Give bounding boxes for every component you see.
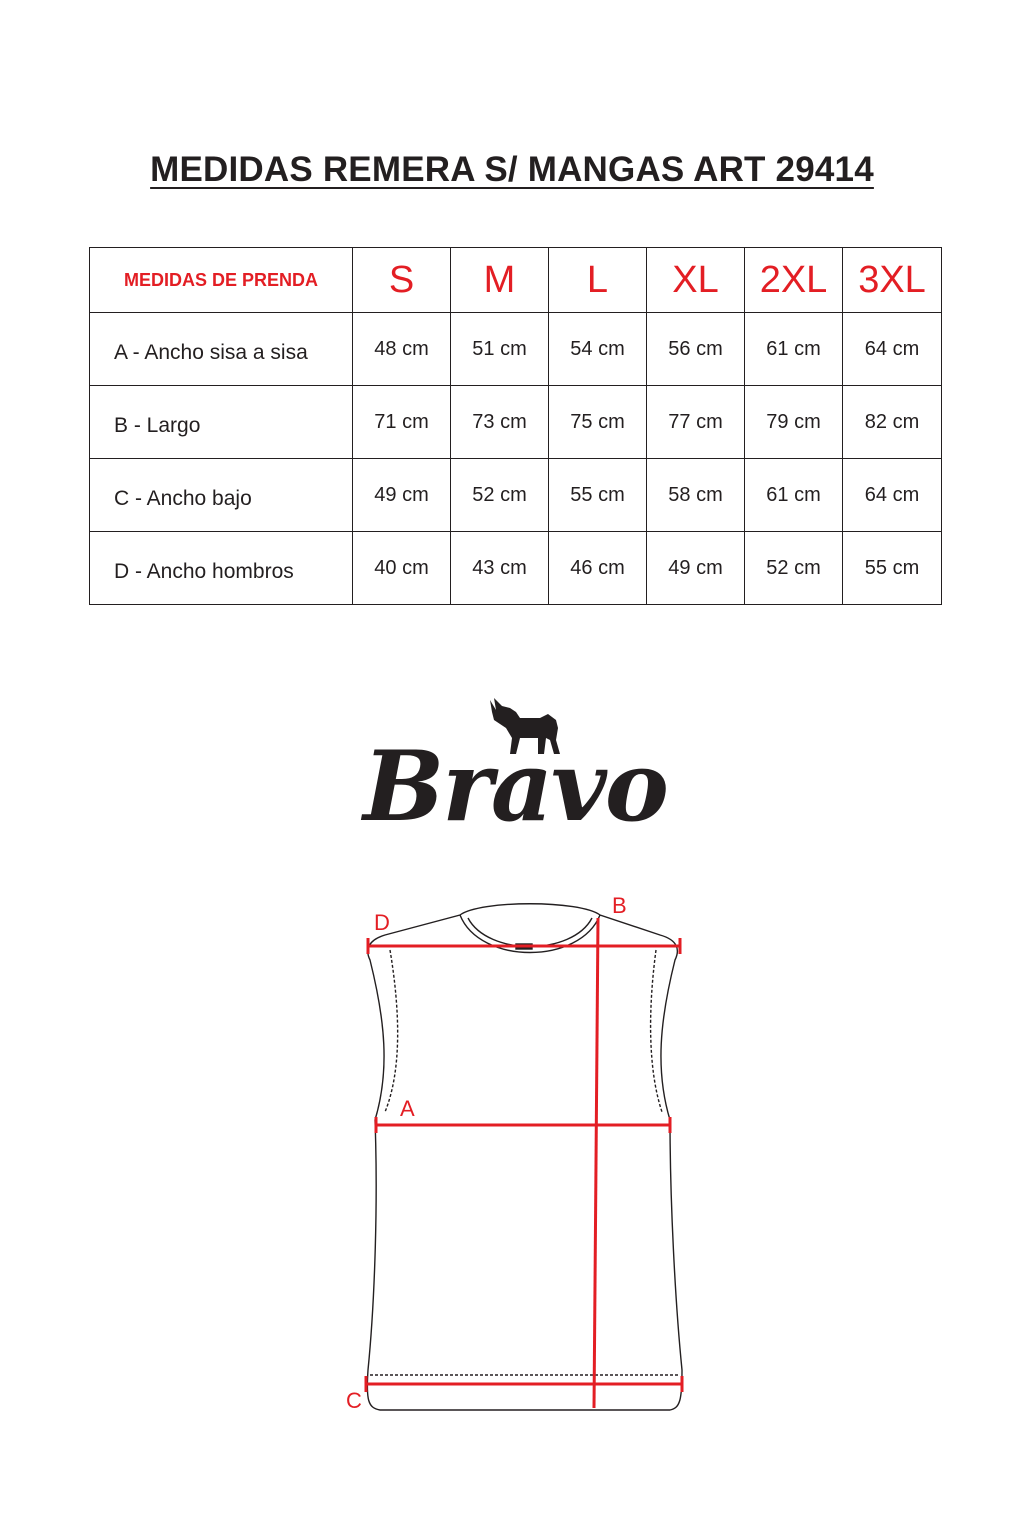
- size-header-m: M: [451, 248, 549, 313]
- table-cell: 48 cm: [353, 313, 451, 386]
- label-c: C: [346, 1388, 362, 1413]
- measurement-lines: [366, 918, 682, 1408]
- brand-wordmark: Bravo: [363, 730, 667, 843]
- table-cell: 64 cm: [843, 313, 942, 386]
- header-label: MEDIDAS DE PRENDA: [90, 248, 353, 313]
- measure-line-b: [594, 918, 598, 1408]
- tank-top-outline: [367, 904, 682, 1410]
- table-row: [90, 386, 942, 459]
- table-cell: 58 cm: [647, 459, 745, 532]
- size-header-s: S: [353, 248, 451, 313]
- size-header-xl: XL: [647, 248, 745, 313]
- table-cell: 64 cm: [843, 459, 942, 532]
- table-cell: 61 cm: [745, 459, 843, 532]
- table-cell: 52 cm: [451, 459, 549, 532]
- size-table: [89, 247, 942, 605]
- garment-diagram: [330, 880, 710, 1420]
- size-header-3xl: 3XL: [843, 248, 942, 313]
- table-cell: 52 cm: [745, 532, 843, 605]
- table-cell: 56 cm: [647, 313, 745, 386]
- table-cell: 54 cm: [549, 313, 647, 386]
- table-cell: 55 cm: [549, 459, 647, 532]
- table-cell: 51 cm: [451, 313, 549, 386]
- label-d: D: [374, 910, 390, 935]
- table-cell: 46 cm: [549, 532, 647, 605]
- table-cell: 82 cm: [843, 386, 942, 459]
- table-cell: 49 cm: [647, 532, 745, 605]
- table-cell: 43 cm: [451, 532, 549, 605]
- table-cell: 55 cm: [843, 532, 942, 605]
- table-cell: 79 cm: [745, 386, 843, 459]
- table-cell: 75 cm: [549, 386, 647, 459]
- size-header-l: L: [549, 248, 647, 313]
- table-cell: 49 cm: [353, 459, 451, 532]
- row-label: C - Ancho bajo: [90, 459, 353, 532]
- brand-logo: [350, 690, 680, 850]
- table-row: [90, 532, 942, 605]
- size-header-2xl: 2XL: [745, 248, 843, 313]
- row-label: D - Ancho hombros: [90, 532, 353, 605]
- table-cell: 77 cm: [647, 386, 745, 459]
- table-header-row: [90, 248, 942, 313]
- table-cell: 61 cm: [745, 313, 843, 386]
- label-a: A: [400, 1096, 415, 1121]
- table-cell: 73 cm: [451, 386, 549, 459]
- table-row: [90, 459, 942, 532]
- page-title: MEDIDAS REMERA S/ MANGAS ART 29414: [150, 150, 874, 189]
- row-label: A - Ancho sisa a sisa: [90, 313, 353, 386]
- table-cell: 40 cm: [353, 532, 451, 605]
- table-cell: 71 cm: [353, 386, 451, 459]
- row-label: B - Largo: [90, 386, 353, 459]
- table-row: [90, 313, 942, 386]
- label-b: B: [612, 893, 627, 918]
